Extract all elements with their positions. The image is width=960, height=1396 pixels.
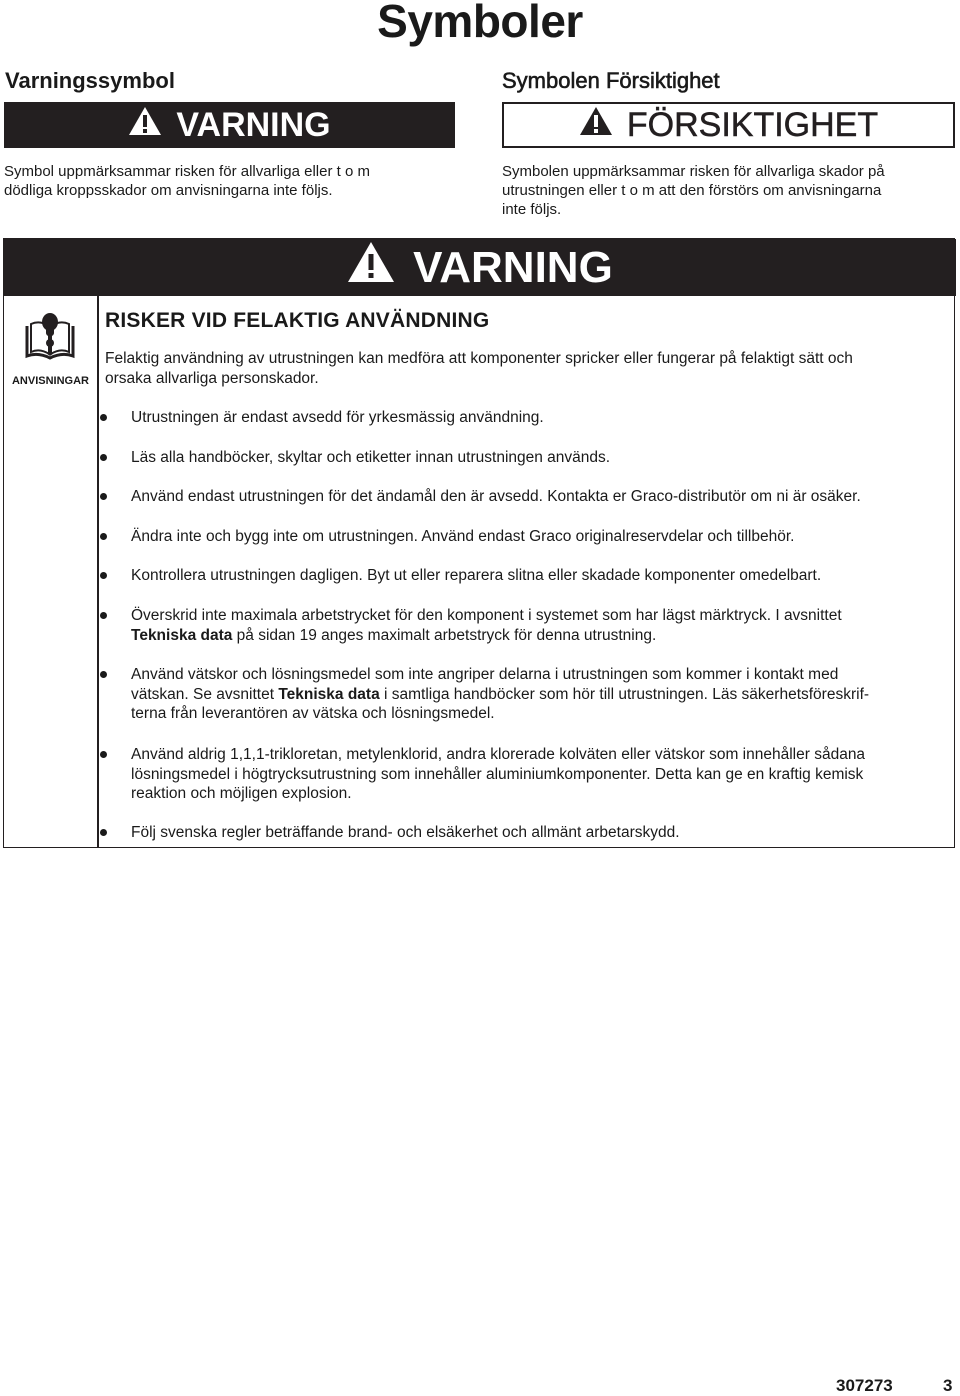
caution-banner-label: FÖRSIKTIGHET — [626, 105, 879, 144]
page-title: Symboler — [377, 0, 583, 47]
list-item: Kontrollera utrustningen dagligen. Byt ut eller reparera slitna eller skadade komponenter omedelbart. — [100, 566, 960, 586]
warning-triangle-icon — [128, 106, 162, 145]
list-item: Läs alla handböcker, skyltar och etiketter innan utrustningen används. — [100, 448, 960, 468]
manual-label: ANVISNINGAR — [11, 375, 89, 387]
bullet-dot — [100, 751, 107, 758]
list-item: Använd endast utrustningen för det ändamål den är avsedd. Kontakta er Graco-distributör om ni är osäker. — [100, 487, 960, 507]
caution-symbol-heading: Symbolen Försiktighet — [502, 68, 720, 93]
bullet-dot — [100, 612, 107, 619]
page-number: 3 — [943, 1376, 953, 1395]
warning-banner-label: VARNING — [176, 105, 331, 144]
warning-symbol-heading: Varningssymbol — [5, 68, 175, 93]
bullet-dot — [100, 533, 107, 540]
bullet-dot — [100, 493, 107, 500]
warning-box-banner-label: VARNING — [413, 242, 613, 292]
side-divider — [97, 296, 99, 848]
warning-box-banner — [4, 239, 956, 296]
document-number: 307273 — [836, 1376, 893, 1395]
bullet-dot — [100, 414, 107, 421]
caution-symbol-description: Symbolen uppmärksammar risken för allvarliga skador på utrustningen eller t o m att den förstörs om anvisningarna inte följs. — [502, 163, 885, 218]
misuse-hazard-heading: RISKER VID FELAKTIG ANVÄNDNING — [105, 309, 490, 332]
warning-symbol-description: Symbol uppmärksammar risken för allvarliga eller t o m dödliga kroppsskador om anvisningarna inte följs. — [4, 163, 370, 199]
misuse-hazard-intro: Felaktig användning av utrustningen kan medföra att komponenter spricker eller fungerar på felaktigt sätt och orsaka allvarliga personskador. — [105, 350, 853, 387]
warning-banner-sample — [4, 102, 455, 148]
bullet-dot — [100, 671, 107, 678]
list-item: Utrustningen är endast avsedd för yrkesmässig användning. — [100, 408, 960, 428]
manual-icon — [24, 312, 76, 369]
bullet-dot — [100, 572, 107, 579]
list-item: Använd aldrig 1,1,1-trikloretan, metylenklorid, andra klorerade kolväten eller vätskor som innehåller sådana lösningsmedel i högtrycksutrustning som innehåller aluminiumkomponenter. Detta kan ge en kraftig kemisk reaktion och möjligen explosion. — [100, 745, 960, 804]
bullet-dot — [100, 829, 107, 836]
list-item: Använd vätskor och lösningsmedel som inte angriper delarna i utrustningen som kommer i kontakt med vätskan. Se avsnittet Tekniska data i samtliga handböcker som hör till utrustningen. Läs säkerhetsföreskrif- terna från leverantören av vätska och lösningsmedel. — [100, 665, 960, 724]
caution-triangle-icon — [579, 106, 613, 145]
list-item: Överskrid inte maximala arbetstrycket för den komponent i systemet som har lägst märktryck. I avsnittet Tekniska data på sidan 19 anges maximalt arbetstryck för denna utrustning. — [100, 606, 960, 645]
caution-banner-sample — [502, 102, 955, 148]
warning-triangle-icon — [347, 241, 395, 294]
list-item: Följ svenska regler beträffande brand- och elsäkerhet och allmänt arbetarskydd. — [100, 823, 960, 843]
list-item: Ändra inte och bygg inte om utrustningen. Använd endast Graco originalreservdelar och tillbehör. — [100, 527, 960, 547]
bullet-dot — [100, 454, 107, 461]
